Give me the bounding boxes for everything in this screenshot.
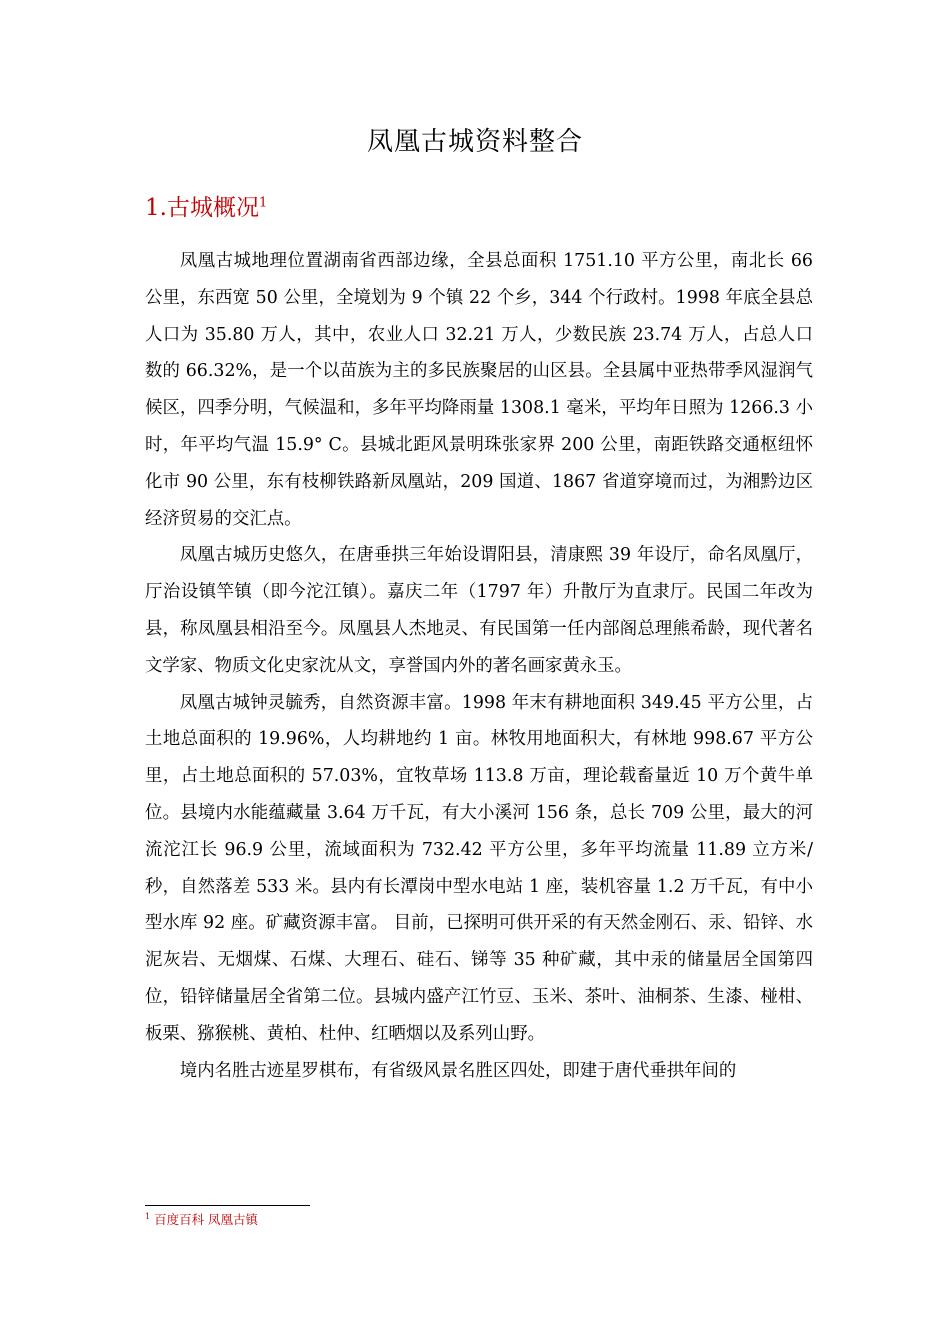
paragraph-overview: 凤凰古城地理位置湖南省西部边缘，全县总面积 1751.10 平方公里，南北长 66 公里，东西宽 50 公里，全境划为 9 个镇 22 个乡，344 个行政村。1998 年底全县总人口为 35.80 万人，其中，农业人口 32.21 万人，少数民族 23.74 万人，占总人口数的 66.32%，是一个以苗族为主的多民族聚居的山区县。全县属中亚热带季风湿润气候区，四季分明，气候温和，多年平均降雨量 1308.1 毫米，平均年日照为 1266.3 小时，年平均气温 15.9° C。县城北距风景明珠张家界 200 公里，南距铁路交通枢纽怀化市 90 公里，东有枝柳铁路新凤凰站，209 国道、1867 省道穿境而过，为湘黔边区经济贸易的交汇点。 <box>145 251 813 529</box>
section-title: 古城概况 <box>166 195 259 221</box>
paragraph-history: 凤凰古城历史悠久，在唐垂拱三年始设谓阳县，清康熙 39 年设厅，命名凤凰厅，厅治设镇竿镇（即今沱江镇）。嘉庆二年（1797 年）升散厅为直隶厅。民国二年改为县，称凤凰县相沿至今。凤凰县人杰地灵、有民国第一任内部阁总理熊希龄，现代著名文学家、物质文化史家沈从文，享誉国内外的著名画家黄永玉。 <box>145 545 813 676</box>
footnote-divider <box>145 1205 310 1206</box>
footnote <box>145 1211 258 1229</box>
section-heading <box>145 192 267 224</box>
footnote-reference[interactable]: 1 <box>258 195 268 211</box>
footnote-text: 百度百科 凤凰古镇 <box>154 1212 259 1227</box>
body-text <box>145 243 813 1089</box>
section-number: 1. <box>145 195 167 221</box>
page-title: 凤凰古城资料整合 <box>366 127 583 157</box>
paragraph-scenic-spots: 境内名胜古迹星罗棋布，有省级风景名胜区四处，即建于唐代垂拱年间的 <box>179 1060 737 1081</box>
footnote-mark: 1 <box>145 1211 151 1221</box>
paragraph-resources: 凤凰古城钟灵毓秀，自然资源丰富。1998 年末有耕地面积 349.45 平方公里，占土地总面积的 19.96%，人均耕地约 1 亩。林牧用地面积大，有林地 998.67 平方公里，占土地总面积的 57.03%，宜牧草场 113.8 万亩，理论载畜量近 10 万个黄牛单位。县境内水能蕴藏量 3.64 万千瓦，有大小溪河 156 条，总长 709 公里，最大的河流沱江长 96.9 公里，流域面积为 732.42 平方公里，多年平均流量 11.89 立方米/秒，自然落差 533 米。县内有长潭岗中型水电站 1 座，装机容量 1.2 万千瓦，有中小型水库 92 座。矿藏资源丰富。 目前，已探明可供开采的有天然金刚石、汞、铅锌、水泥灰岩、无烟煤、石煤、大理石、硅石、锑等 35 种矿藏，其中汞的储量居全国第四位，铅锌储量居全省第二位。县城内盛产江竹豆、玉米、茶叶、油桐茶、生漆、椪柑、板栗、猕猴桃、黄柏、杜仲、红晒烟以及系列山野。 <box>145 692 813 1044</box>
